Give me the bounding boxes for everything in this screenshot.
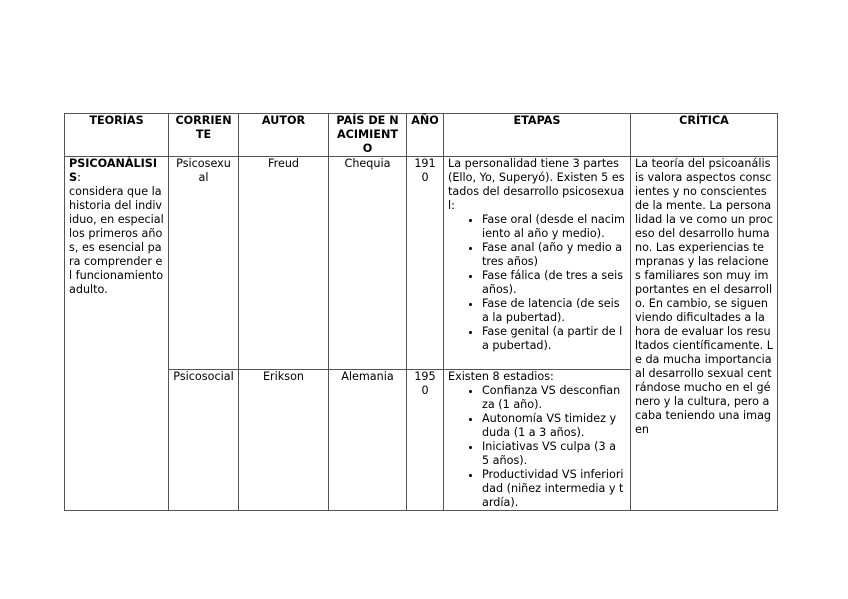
header-autor: AUTOR bbox=[239, 114, 329, 157]
list-item: • Autonomía VS timidez y duda (1 a 3 años). bbox=[482, 412, 626, 440]
etapas-list bbox=[448, 384, 626, 510]
autor-cell: Erikson bbox=[239, 370, 329, 511]
list-item: • Confianza VS desconfianza (1 año). bbox=[482, 384, 626, 412]
table-row bbox=[65, 157, 778, 370]
list-item: • Fase genital (a partir de la pubertad). bbox=[482, 325, 626, 353]
header-critica: CRÍTICA bbox=[631, 114, 778, 157]
list-item: • Fase oral (desde el nacimiento al año y medio). bbox=[482, 213, 626, 241]
list-item: • Productividad VS inferioridad (niñez intermedia y tardía). bbox=[482, 468, 626, 510]
pais-cell: Alemania bbox=[329, 370, 407, 511]
list-item: • Fase anal (año y medio a tres años) bbox=[482, 241, 626, 269]
list-item: • Iniciativas VS culpa (3 a 5 años). bbox=[482, 440, 626, 468]
header-anio: AÑO bbox=[407, 114, 444, 157]
pais-cell: Chequia bbox=[329, 157, 407, 370]
autor-cell: Freud bbox=[239, 157, 329, 370]
etapas-cell bbox=[444, 157, 631, 370]
theory-colon: : bbox=[77, 171, 81, 184]
anio-cell: 1910 bbox=[407, 157, 444, 370]
header-pais: PAÍS DE NACIMIENTO bbox=[329, 114, 407, 157]
etapas-intro: Existen 8 estadios: bbox=[448, 370, 554, 383]
etapas-list bbox=[448, 213, 626, 353]
list-item: • Fase fálica (de tres a seis años). bbox=[482, 269, 626, 297]
corriente-cell: Psicosocial bbox=[169, 370, 239, 511]
etapas-cell bbox=[444, 370, 631, 511]
header-teorias: TEORÍAS bbox=[65, 114, 169, 157]
header-corriente: CORRIENTE bbox=[169, 114, 239, 157]
header-etapas: ETAPAS bbox=[444, 114, 631, 157]
list-item: • Fase de latencia (de seis a la pubertad). bbox=[482, 297, 626, 325]
theory-description: considera que la historia del individuo, en especial los primeros años, es esencial para comprender el funcionamiento adulto. bbox=[69, 185, 164, 296]
corriente-cell: Psicosexual bbox=[169, 157, 239, 370]
anio-cell: 1950 bbox=[407, 370, 444, 511]
theory-cell bbox=[65, 157, 169, 511]
theories-table bbox=[64, 113, 778, 511]
etapas-intro: La personalidad tiene 3 partes (Ello, Yo, Superyó). Existen 5 estados del desarrollo psicosexual: bbox=[448, 157, 625, 212]
header-row bbox=[65, 114, 778, 157]
critica-cell: La teoría del psicoanálisis valora aspectos conscientes y no conscientes de la mente. La personalidad la ve como un proceso del desarrollo humano. Las experiencias tempranas y las relaciones familiares son muy importantes en el desarrollo. En cambio, se siguen viendo dificultades a la hora de evaluar los resultados científicamente. Le da mucha importancia al desarrollo sexual centrándose mucho en el género y la cultura, pero acaba teniendo una imagen bbox=[631, 157, 778, 511]
theory-name: PSICOANÁLISIS bbox=[69, 157, 158, 184]
